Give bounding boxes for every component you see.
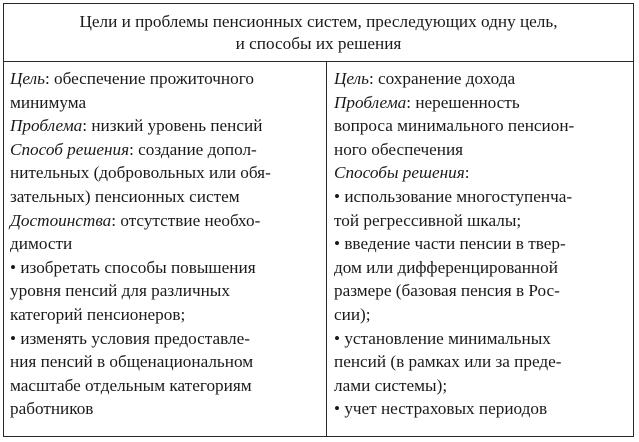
right-column — [327, 62, 633, 436]
left-line-2: минимума — [10, 92, 87, 112]
table-header — [4, 4, 633, 62]
left-line-14: масштабе отдельным категориям — [10, 375, 252, 395]
right-line-8: • введение части пенсии в твер- — [334, 234, 566, 254]
left-line-5: нительных (добровольных или обя- — [10, 163, 271, 183]
left-line-13: ния пенсий в общенациональном — [10, 352, 254, 372]
right-problem-text: : нерешенность — [406, 92, 520, 112]
left-solution-text: : создание допол- — [129, 139, 257, 159]
right-line-3: вопроса минимального пенсион- — [334, 116, 575, 136]
right-line-6: • использование многоступенча- — [334, 186, 573, 206]
right-line-12: • установление минимальных — [334, 328, 551, 348]
right-line-10: размере (базовая пенсия в Рос- — [334, 281, 560, 301]
right-line-15: • учет нестраховых периодов — [334, 399, 548, 419]
left-advantages-text: : отсутствие необхо- — [111, 210, 261, 230]
right-goal-label: Цель — [334, 69, 369, 88]
right-line-13: пенсий (в рамках или за преде- — [334, 352, 562, 372]
right-line-7: той регрессивной шкалы; — [334, 210, 522, 230]
right-line-11: сии); — [334, 304, 371, 324]
left-solution-label: Способ решения — [10, 139, 130, 159]
header-line-1: Цели и проблемы пенсионных систем, преследующих одну цель, — [79, 12, 558, 31]
right-solutions — [334, 161, 631, 185]
left-solution — [10, 138, 324, 162]
right-solutions-label: Способы решения — [334, 163, 465, 183]
left-goal-label: Цель — [10, 69, 45, 88]
right-goal — [334, 67, 631, 91]
left-advantages — [10, 209, 324, 233]
left-line-9: • изобретать способы повышения — [10, 257, 256, 277]
left-goal-text: : обеспечение прожиточного — [44, 69, 254, 88]
left-line-11: категорий пенсионеров; — [10, 304, 186, 324]
comparison-table — [3, 3, 634, 437]
left-problem-label: Проблема — [10, 116, 83, 136]
left-problem-text: : низкий уровень пенсий — [82, 116, 263, 136]
right-problem-label: Проблема — [334, 92, 407, 112]
right-line-9: дом или дифференцированной — [334, 257, 558, 277]
left-goal — [10, 67, 324, 91]
right-problem — [334, 91, 631, 115]
left-line-10: уровня пенсий для различных — [10, 281, 230, 301]
left-problem — [10, 114, 324, 138]
left-column — [4, 62, 327, 436]
right-line-14: лами системы); — [334, 375, 448, 395]
header-line-2: и способы их решения — [235, 34, 402, 53]
right-solutions-text: : — [464, 163, 470, 183]
right-goal-text: : сохранение дохода — [368, 69, 516, 88]
left-advantages-label: Достоинства — [10, 210, 112, 230]
left-line-6: зательных) пенсионных систем — [10, 186, 240, 206]
left-line-8: димости — [10, 234, 73, 254]
left-line-15: работников — [10, 399, 94, 419]
left-line-12: • изменять условия предоставле- — [10, 328, 250, 348]
right-line-4: ного обеспечения — [334, 139, 464, 159]
